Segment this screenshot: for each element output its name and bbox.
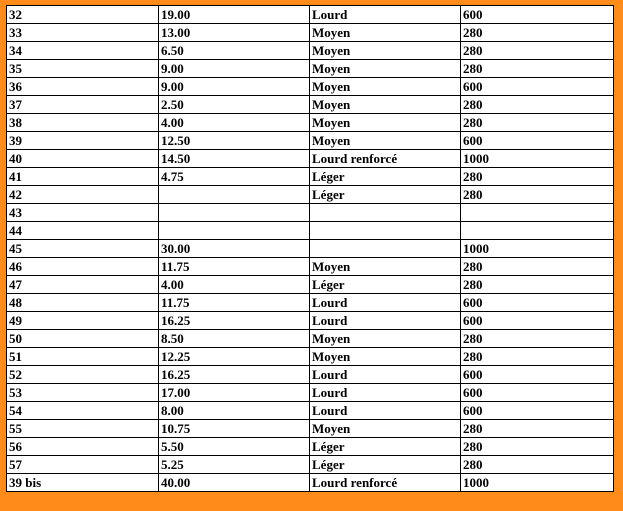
value-cell: 4.00 <box>159 114 310 132</box>
table-row <box>7 150 614 168</box>
value-cell: 17.00 <box>159 384 310 402</box>
capacity-cell: 600 <box>461 132 614 150</box>
table-row <box>7 348 614 366</box>
table-row <box>7 438 614 456</box>
type-cell: Lourd renforcé <box>310 474 461 492</box>
table-row <box>7 330 614 348</box>
number-cell: 34 <box>7 42 159 60</box>
capacity-cell: 1000 <box>461 474 614 492</box>
data-table <box>6 5 614 492</box>
number-cell: 54 <box>7 402 159 420</box>
type-cell <box>310 222 461 240</box>
capacity-cell: 280 <box>461 258 614 276</box>
type-cell: Léger <box>310 276 461 294</box>
capacity-cell: 600 <box>461 366 614 384</box>
table-row <box>7 258 614 276</box>
table-row <box>7 42 614 60</box>
capacity-cell: 280 <box>461 330 614 348</box>
value-cell <box>159 222 310 240</box>
number-cell: 44 <box>7 222 159 240</box>
capacity-cell <box>461 204 614 222</box>
type-cell: Moyen <box>310 348 461 366</box>
capacity-cell: 600 <box>461 312 614 330</box>
value-cell: 13.00 <box>159 24 310 42</box>
number-cell: 46 <box>7 258 159 276</box>
value-cell: 19.00 <box>159 6 310 24</box>
table-row <box>7 294 614 312</box>
type-cell: Moyen <box>310 42 461 60</box>
number-cell: 35 <box>7 60 159 78</box>
type-cell: Lourd <box>310 366 461 384</box>
capacity-cell: 600 <box>461 78 614 96</box>
number-cell: 39 bis <box>7 474 159 492</box>
type-cell: Lourd <box>310 402 461 420</box>
table-row <box>7 24 614 42</box>
value-cell: 12.25 <box>159 348 310 366</box>
table-row <box>7 78 614 96</box>
table-row <box>7 204 614 222</box>
capacity-cell: 280 <box>461 42 614 60</box>
table-row <box>7 402 614 420</box>
type-cell: Moyen <box>310 78 461 96</box>
type-cell: Léger <box>310 168 461 186</box>
type-cell: Lourd renforcé <box>310 150 461 168</box>
type-cell: Léger <box>310 438 461 456</box>
value-cell: 11.75 <box>159 258 310 276</box>
value-cell: 16.25 <box>159 366 310 384</box>
number-cell: 52 <box>7 366 159 384</box>
type-cell: Moyen <box>310 96 461 114</box>
number-cell: 43 <box>7 204 159 222</box>
number-cell: 39 <box>7 132 159 150</box>
type-cell: Léger <box>310 456 461 474</box>
type-cell: Moyen <box>310 420 461 438</box>
table-row <box>7 474 614 492</box>
value-cell: 40.00 <box>159 474 310 492</box>
value-cell: 16.25 <box>159 312 310 330</box>
number-cell: 45 <box>7 240 159 258</box>
capacity-cell <box>461 222 614 240</box>
capacity-cell: 280 <box>461 348 614 366</box>
capacity-cell: 280 <box>461 114 614 132</box>
capacity-cell: 280 <box>461 168 614 186</box>
number-cell: 57 <box>7 456 159 474</box>
type-cell <box>310 240 461 258</box>
number-cell: 56 <box>7 438 159 456</box>
table-row <box>7 168 614 186</box>
table-row <box>7 312 614 330</box>
number-cell: 50 <box>7 330 159 348</box>
capacity-cell: 280 <box>461 186 614 204</box>
capacity-cell: 1000 <box>461 150 614 168</box>
table-row <box>7 114 614 132</box>
type-cell: Moyen <box>310 60 461 78</box>
type-cell: Moyen <box>310 258 461 276</box>
capacity-cell: 280 <box>461 24 614 42</box>
type-cell: Lourd <box>310 6 461 24</box>
table-row <box>7 186 614 204</box>
number-cell: 37 <box>7 96 159 114</box>
number-cell: 36 <box>7 78 159 96</box>
capacity-cell: 280 <box>461 456 614 474</box>
number-cell: 38 <box>7 114 159 132</box>
capacity-cell: 600 <box>461 6 614 24</box>
table-row <box>7 384 614 402</box>
table-row <box>7 366 614 384</box>
value-cell: 6.50 <box>159 42 310 60</box>
type-cell: Léger <box>310 186 461 204</box>
document-sheet <box>6 5 614 492</box>
type-cell <box>310 204 461 222</box>
capacity-cell: 280 <box>461 420 614 438</box>
capacity-cell: 280 <box>461 276 614 294</box>
table-row <box>7 456 614 474</box>
value-cell: 5.25 <box>159 456 310 474</box>
value-cell: 4.00 <box>159 276 310 294</box>
value-cell: 30.00 <box>159 240 310 258</box>
value-cell: 8.00 <box>159 402 310 420</box>
value-cell <box>159 186 310 204</box>
number-cell: 55 <box>7 420 159 438</box>
value-cell: 10.75 <box>159 420 310 438</box>
capacity-cell: 600 <box>461 294 614 312</box>
table-row <box>7 96 614 114</box>
value-cell: 5.50 <box>159 438 310 456</box>
table-row <box>7 420 614 438</box>
value-cell: 12.50 <box>159 132 310 150</box>
type-cell: Lourd <box>310 312 461 330</box>
table-row <box>7 276 614 294</box>
number-cell: 48 <box>7 294 159 312</box>
type-cell: Lourd <box>310 294 461 312</box>
value-cell <box>159 204 310 222</box>
table-row <box>7 222 614 240</box>
type-cell: Moyen <box>310 114 461 132</box>
value-cell: 4.75 <box>159 168 310 186</box>
capacity-cell: 600 <box>461 402 614 420</box>
type-cell: Moyen <box>310 132 461 150</box>
number-cell: 53 <box>7 384 159 402</box>
table-row <box>7 240 614 258</box>
capacity-cell: 280 <box>461 96 614 114</box>
number-cell: 42 <box>7 186 159 204</box>
capacity-cell: 600 <box>461 384 614 402</box>
number-cell: 33 <box>7 24 159 42</box>
value-cell: 9.00 <box>159 78 310 96</box>
value-cell: 9.00 <box>159 60 310 78</box>
number-cell: 41 <box>7 168 159 186</box>
capacity-cell: 280 <box>461 438 614 456</box>
table-row <box>7 60 614 78</box>
value-cell: 2.50 <box>159 96 310 114</box>
capacity-cell: 1000 <box>461 240 614 258</box>
number-cell: 32 <box>7 6 159 24</box>
bottom-frame <box>0 499 623 511</box>
table-row <box>7 6 614 24</box>
value-cell: 14.50 <box>159 150 310 168</box>
value-cell: 8.50 <box>159 330 310 348</box>
number-cell: 49 <box>7 312 159 330</box>
number-cell: 51 <box>7 348 159 366</box>
value-cell: 11.75 <box>159 294 310 312</box>
table-row <box>7 132 614 150</box>
type-cell: Lourd <box>310 384 461 402</box>
capacity-cell: 280 <box>461 60 614 78</box>
type-cell: Moyen <box>310 24 461 42</box>
table-body <box>7 6 614 492</box>
type-cell: Moyen <box>310 330 461 348</box>
number-cell: 40 <box>7 150 159 168</box>
number-cell: 47 <box>7 276 159 294</box>
